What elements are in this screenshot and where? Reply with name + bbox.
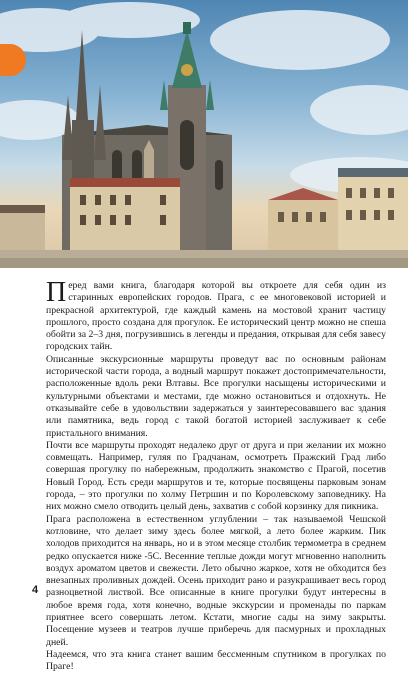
dropcap-letter: П xyxy=(46,277,67,308)
paragraph-1: Перед вами книга, благодаря которой вы откроете для себя один из старинных европейских городов. Прага, с ее многовековой историей и прекрасной архитектурой, где каждый камень на мостовой хранит частицу прошлого, просто создана для прогулок. Ее исторический центр можно не спеша обойти за 2–3 дня, погрузившись в легенды и предания, открывая для себя завесу городских тайн. xyxy=(46,277,386,353)
paragraph-3: Почти все маршруты проходят недалеко друг от друга и при желании их можно совмещать. Например, гуляя по Градчанам, осмотреть Пражский Град либо совершая прогулку по набережным, продолжить знакомство с Прагой, посетив Новый Город. Есть среди маршрутов и те, которые посвящены парковым зонам города, – это прогулки по холму Петршин и по Королевскому заповеднику. На них можно смело отводить целый день, захватив с собой корзинку для пикника. xyxy=(46,439,386,513)
intro-text xyxy=(46,277,386,673)
paragraph-5: Надеемся, что эта книга станет вашим бессменным спутником в прогулках по Праге! xyxy=(46,648,386,673)
paragraph-4: Прага расположена в естественном углублении – так называемой Чешской котловине, что делает зиму здесь более мягкой, а лето более жарким. Пик холодов приходится на январь, но и в этом месяце столбик термометра в среднем редко опускается ниже -5С. Весенние теплые дожди могут мгновенно наполнить воздух ароматом цветов и свежести. Лето обычно жаркое, хотя не обходится без внезапных проливных дождей. Осень приходит рано и разукрашивает весь город разноцветной листвой. Все описанные в книге прогулки будут интересны в любое время года, хотя конечно, водные экскурсии и променады по паркам приятнее всего совершать летом. Кстати, многие сады на зиму закрыты. Посещение музеев и театров лучше приберечь для пасмурных и прохладных дней. xyxy=(46,513,386,648)
cathedral-photo xyxy=(0,0,408,268)
paragraph-2: Описанные экскурсионные маршруты проведут вас по основным районам исторической части города, а водный маршрут покажет достопримечательности, расположенные вдоль реки Влтавы. Все прогулки насыщены историческими и культурными объектами и местами, где можно остановиться и отдохнуть. Не отказывайте себе в удовольствии задержаться у заинтересовавшего вас здания или памятника, ведь город с такой богатой историей заслуживает к себе пристального внимания. xyxy=(46,353,386,439)
prague-castle-cathedral-photo xyxy=(0,0,408,268)
page-number: 4 xyxy=(32,584,39,596)
